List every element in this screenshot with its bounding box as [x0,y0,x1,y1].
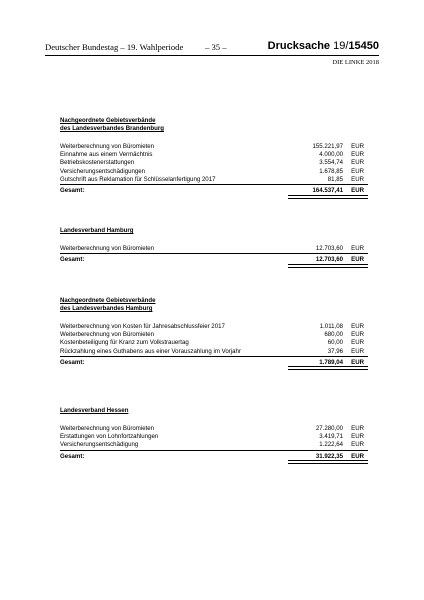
page-header [45,40,379,54]
income-label: Gutschrift aus Reklamation für Schlüsselanfertigung 2017 [60,175,216,183]
income-row [60,245,368,254]
total-label: Gesamt: [60,358,85,366]
doc-period: 19/ [333,40,349,52]
double-rule [288,264,368,268]
section-title-line: Nachgeordnete Gebietsverbände [60,117,156,124]
document-number [268,40,379,52]
income-row [60,441,368,450]
income-label: Rückzahlung eines Guthabens aus einer Vorauszahlung im Vorjahr [60,347,241,355]
total-amount: 31.922,35 [315,452,343,460]
section-title-line: des Landesverbandes Hamburg [60,305,153,312]
income-label: Weiterberechnung von Büromieten [60,331,155,339]
section-title [60,227,368,235]
income-amount: 1.011,08 [319,323,343,330]
income-row [60,339,368,347]
double-rule [288,366,368,370]
income-label: Kostenbeteiligung für Kranz zum Volkstrauertag [60,339,189,347]
income-amount: 3.554,74 [319,159,343,167]
income-label: Erstattungen von Lohnfortzahlungen [60,433,159,441]
currency: EUR [351,175,364,183]
income-amount: 27.280,00 [315,425,343,432]
income-amount: 12.703,60 [315,244,343,252]
income-amount: 3.419,71 [319,433,343,441]
currency: EUR [351,452,364,460]
income-label: Einnahme aus einem Vermächtnis [60,151,153,159]
income-row [60,433,368,441]
income-label: Weiterberechnung von Kosten für Jahresabschlussfeier 2017 [60,323,225,330]
section-title [60,117,368,133]
total-label: Gesamt: [60,256,85,264]
currency: EUR [351,323,364,330]
section-title [60,297,368,313]
income-amount: 1.678,85 [319,167,343,175]
currency: EUR [351,143,364,150]
currency: EUR [351,159,364,167]
section-title-line: Nachgeordnete Gebietsverbände [60,297,156,304]
currency: EUR [351,425,364,432]
currency: EUR [351,151,364,159]
income-list [60,245,368,254]
income-list [60,143,368,185]
section-title [60,407,368,415]
income-amount: 81,85 [327,175,343,183]
total-label: Gesamt: [60,452,85,460]
currency: EUR [351,167,364,175]
income-list [60,425,368,451]
income-amount: 4.000,00 [319,151,343,159]
income-row [60,168,368,176]
section-title-line: des Landesverbandes Brandenburg [60,125,164,132]
currency: EUR [351,244,364,252]
income-row [60,323,368,331]
currency: EUR [351,347,364,355]
currency: EUR [351,339,364,347]
income-row [60,159,368,167]
total-amount: 164.537,41 [312,186,343,194]
income-amount: 155.221,97 [312,143,343,150]
income-row [60,425,368,433]
doc-prefix: Drucksache [267,40,334,52]
total-amount: 1.789,04 [319,358,343,366]
income-row [60,143,368,151]
income-label: Weiterberechnung von Büromieten [60,425,155,432]
total-row [60,359,368,368]
income-amount: 680,00 [324,331,343,339]
total-label: Gesamt: [60,186,85,194]
section-hessen [60,407,368,461]
income-label: Betriebskostenerstattungen [60,159,135,167]
party-report-label: DIE LINKE 2018 [332,59,379,66]
currency: EUR [351,256,364,264]
currency: EUR [351,331,364,339]
double-rule [288,460,368,464]
page-number: – 35 – [205,42,227,52]
income-row [60,331,368,339]
currency: EUR [351,433,364,441]
currency: EUR [351,186,364,194]
income-amount: 37,96 [327,347,343,355]
income-label: Weiterberechnung von Büromieten [60,143,155,150]
parliament-term: Deutscher Bundestag – 19. Wahlperiode [45,42,184,52]
total-row [60,453,368,462]
section-hamburg [60,227,368,265]
section-title-line: Landesverband Hamburg [60,227,134,234]
section-title-line: Landesverband Hessen [60,407,129,414]
currency: EUR [351,441,364,449]
income-label: Weiterberechnung von Büromieten [60,245,155,252]
income-row [60,348,368,357]
doc-id: 15450 [348,40,379,52]
currency: EUR [351,358,364,366]
double-rule [288,195,368,199]
income-row [60,176,368,185]
section-hamburg-subdivisions [60,297,368,367]
section-brandenburg-subdivisions [60,117,368,196]
header-rule [45,55,379,56]
income-amount: 60,00 [327,339,343,347]
income-list [60,323,368,357]
income-label: Versicherungsentschädigung [60,441,139,449]
total-amount: 12.703,60 [315,256,343,264]
income-row [60,151,368,159]
income-label: Versicherungsentschädigungen [60,167,146,175]
income-amount: 1.222,64 [319,441,343,449]
total-row [60,187,368,196]
total-row [60,256,368,265]
